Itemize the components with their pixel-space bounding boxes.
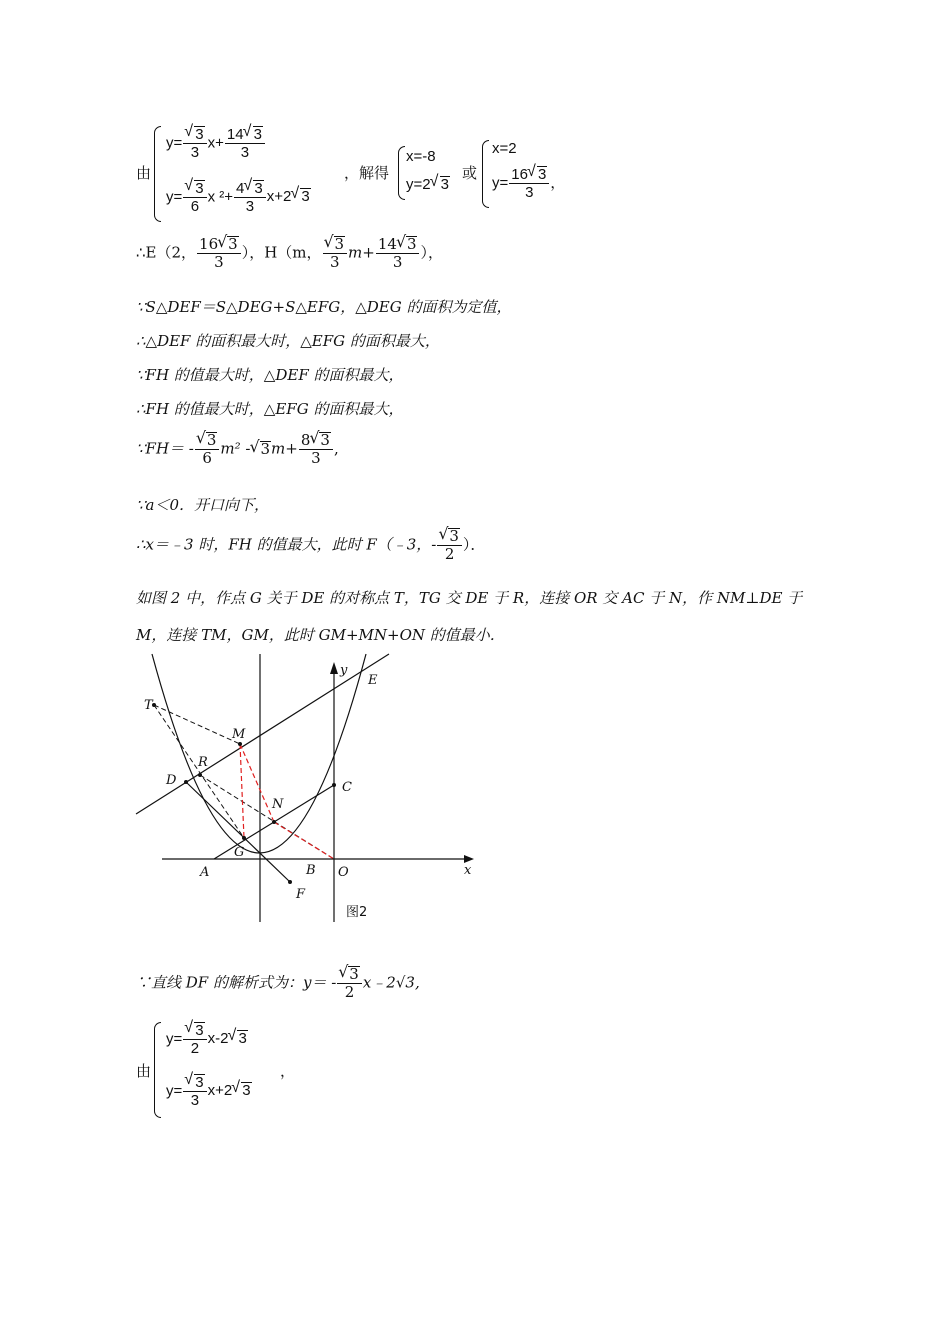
comma-2: ， [280,1063,296,1080]
system1-eq-a: y= √ $\frac{3}{3}$ x+ $\frac{14√ 3}{3}$ [166,126,266,161]
you-char: 由 [136,165,152,182]
text-line-6: ∴FH 的值最大时，△EFG 的面积最大， [136,400,404,418]
solve-text: ，解得 [344,165,390,182]
figure-caption: 图2 [346,905,368,920]
label-C: C [342,780,352,795]
figure-2 [134,652,484,932]
text-line-5: ∵FH 的值最大时，△DEF 的面积最大， [136,366,404,384]
text-line-11: M，连接 TM，GM，此时 GM+MN+ON 的值最小． [136,626,505,644]
sol2-brace [482,140,489,208]
text-line-8: ∵a＜0．开口向下， [136,496,270,514]
df-line-equation: ∵直线 DF 的解析式为：y＝ - √ $\frac{3}{2}$ x﹣2√3, [136,966,420,1001]
label-D: D [166,773,177,788]
label-E: E [368,673,378,688]
text-line-3: ∵S△DEF＝S△DEG+S△EFG，△DEG 的面积为定值， [136,298,512,316]
label-x: x [464,863,472,878]
label-N: N [272,797,284,812]
fh-expression: ∵FH＝ - √ $\frac{3}{6}$ m² -√ 3m+ $\frac{8√ 3}{3}$ , [136,432,339,467]
label-A: A [200,865,210,880]
text-line-10: 如图 2 中，作点 G 关于 DE 的对称点 T，TG 交 DE 于 R，连接 OR 交 AC 于 N，作 NM⊥DE 于 [136,589,803,607]
label-O: O [338,865,349,880]
label-B: B [306,863,316,878]
label-G: G [234,845,245,860]
label-T: T [144,698,153,713]
or-text: 或 [462,165,478,182]
system1-eq-b: y= √ $\frac{3}{6}$ x ²+ $\frac{4√ 3}{3}$ x+2√ 3 [166,180,311,215]
system2-eq-b: y= √ $\frac{3}{3}$ x+2√ 3 [166,1074,252,1109]
label-R: R [198,755,208,770]
text-line-4: ∴△DEF 的面积最大时，△EFG 的面积最大， [136,332,440,350]
sol1-brace [398,146,405,200]
sol1-y: y=2√ 3 [406,176,450,193]
sol2-x: x=2 [492,140,517,157]
sol2-y: y= $\frac{16√ 3}{3}$ ， [492,166,565,201]
label-M: M [232,727,246,742]
line-e-h-points: ∴E（2， $\frac{16√ 3}{3}$ ），H（m， √ $\frac{3}{3}$ m+ $\frac{14√ 3}{3}$ ）， [136,236,443,271]
sol1-x: x=-8 [406,148,436,165]
fh-max-line: ∴x＝﹣3 时，FH 的值最大，此时 F（﹣3，- √ $\frac{3}{2}$ ）． [136,528,485,563]
label-y: y [340,663,348,678]
system2-eq-a: y= √ $\frac{3}{2}$ x-2√ 3 [166,1022,248,1057]
left-brace [154,126,161,222]
label-F: F [296,887,306,902]
left-brace-2 [154,1022,161,1118]
you-char-2: 由 [136,1063,152,1080]
